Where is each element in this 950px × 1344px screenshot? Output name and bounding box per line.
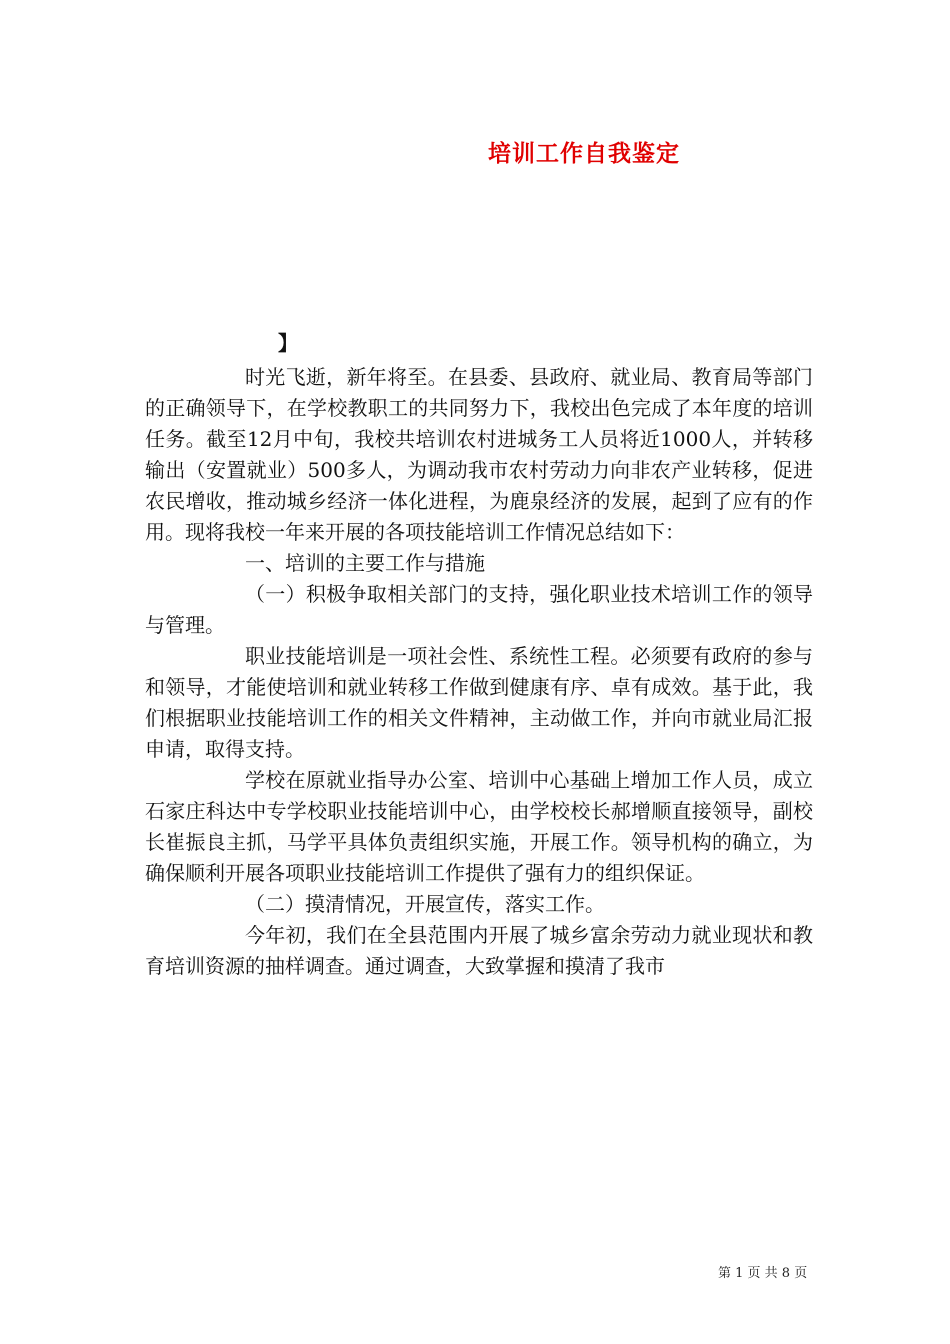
paragraph-2: 职业技能培训是一项社会性、系统性工程。必须要有政府的参与和领导，才能使培训和就业转移工作做到健康有序、卓有成效。基于此，我们根据职业技能培训工作的相关文件精神，主动做工作，并向市就业局汇报申请，取得支持。 [145, 644, 813, 761]
document-body [145, 362, 813, 982]
paragraph-4: 今年初，我们在全县范围内开展了城乡富余劳动力就业现状和教育培训资源的抽样调查。通过调查，大致掌握和摸清了我市 [145, 923, 813, 978]
paragraph-intro: 时光飞逝，新年将至。在县委、县政府、就业局、教育局等部门的正确领导下，在学校教职工的共同努力下，我校出色完成了本年度的培训任务。截至12月中旬，我校共培训农村进城务工人员将近1000人，并转移输出（安置就业）500多人，为调动我市农村劳动力向非农产业转移，促进农民增收，推动城乡经济一体化进程，为鹿泉经济的发展，起到了应有的作用。现将我校一年来开展的各项技能培训工作情况总结如下： [145, 365, 813, 544]
bracket-mark: 】 [278, 331, 298, 355]
document-title [0, 135, 950, 168]
page-footer: 第 1 页 共 8 页 [718, 1266, 808, 1281]
paragraph-3: 学校在原就业指导办公室、培训中心基础上增加工作人员，成立石家庄科达中专学校职业技能培训中心，由学校校长郝增顺直接领导，副校长崔振良主抓，马学平具体负责组织实施，开展工作。领导机构的确立，为确保顺利开展各项职业技能培训工作提供了强有力的组织保证。 [145, 768, 813, 885]
document-title-text: 培训工作自我鉴定 [488, 140, 680, 167]
subheading-2: （二）摸清情况，开展宣传，落实工作。 [245, 892, 605, 916]
subheading-1: （一）积极争取相关部门的支持，强化职业技术培训工作的领导与管理。 [145, 582, 813, 637]
heading-section-1: 一、培训的主要工作与措施 [245, 551, 485, 575]
